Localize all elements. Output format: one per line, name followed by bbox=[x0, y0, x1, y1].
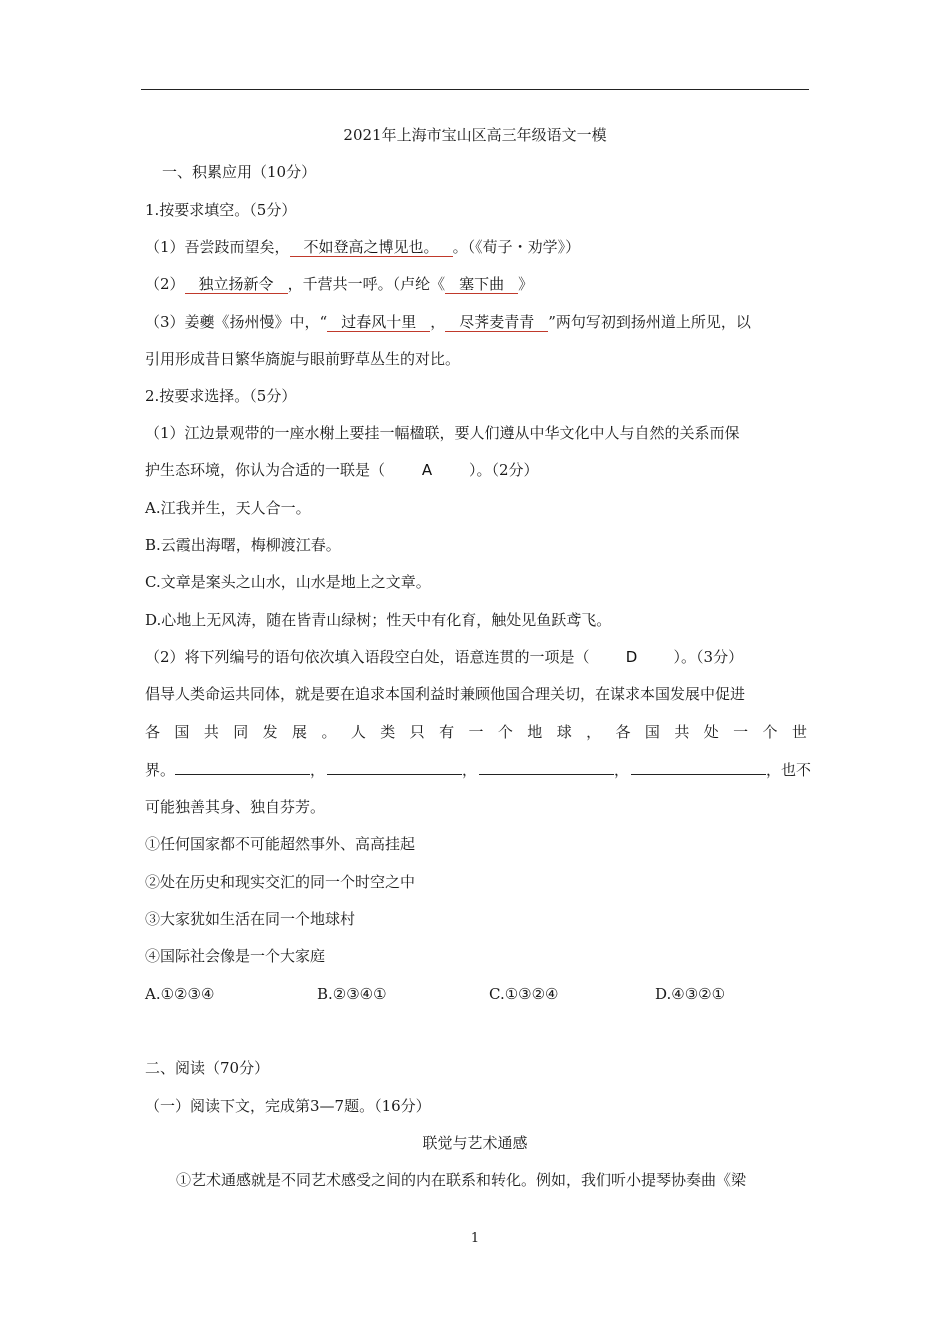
sentence-4: ④国际社会像是一个大家庭 bbox=[145, 947, 326, 965]
blank-4 bbox=[631, 760, 766, 775]
document-title: 2021年上海市宝山区高三年级语文一模 bbox=[343, 126, 607, 144]
q1-item1 bbox=[145, 237, 580, 257]
q1-item2-pre: （2） bbox=[145, 275, 185, 293]
passage-char: 共 bbox=[674, 723, 690, 741]
section2-heading: 二、阅读（70分） bbox=[145, 1059, 270, 1077]
passage-char: 。 bbox=[321, 723, 337, 741]
q1-item2-answer: 独立扬新令 bbox=[185, 275, 288, 294]
passage-char: 一 bbox=[733, 723, 749, 741]
sep-2: ， bbox=[462, 761, 478, 779]
passage-line2 bbox=[145, 722, 807, 742]
passage-char: 个 bbox=[497, 723, 513, 741]
passage-char: 国 bbox=[174, 723, 190, 741]
q2-stem: 2.按要求选择。（5分） bbox=[145, 387, 297, 405]
q2-option-b: B.云霞出海曙，梅柳渡江春。 bbox=[145, 536, 341, 554]
q1-item3-answer: 过春风十里 bbox=[327, 313, 430, 332]
passage-char: 同 bbox=[233, 723, 249, 741]
passage-char: 国 bbox=[644, 723, 660, 741]
q1-item3-answer2: 尽荠麦青青 bbox=[445, 313, 548, 332]
q1-stem: 1.按要求填空。（5分） bbox=[145, 201, 297, 219]
q2-item1-answer: A bbox=[421, 461, 433, 479]
passage-char: 个 bbox=[762, 723, 778, 741]
passage-char: 一 bbox=[468, 723, 484, 741]
passage-line3-start: 界。 bbox=[145, 761, 176, 779]
option2-c: C.①③②④ bbox=[489, 985, 559, 1003]
passage-line1: 倡导人类命运共同体，就是要在追求本国利益时兼顾他国合理关切，在谋求本国发展中促进 bbox=[145, 685, 746, 703]
q2-options2 bbox=[145, 984, 775, 1004]
q2-item2 bbox=[145, 647, 743, 667]
q1-item1-pre: （1）吾尝跂而望矣， bbox=[145, 238, 290, 256]
sentence-1: ①任何国家都不可能超然事外、高高挂起 bbox=[145, 835, 416, 853]
q2-item1-line2-pre: 护生态环境，你认为合适的一联是（ bbox=[145, 461, 386, 479]
q1-item3-pre: （3）姜夔《扬州慢》中，“ bbox=[145, 313, 328, 331]
passage-line4: 可能独善其身、独自芬芳。 bbox=[145, 798, 326, 816]
q1-item3-post: ”两句写初到扬州道上所见，以 bbox=[548, 313, 751, 331]
sep-3: ， bbox=[614, 761, 630, 779]
option2-a: A.①②③④ bbox=[145, 985, 215, 1003]
option2-d: D.④③②① bbox=[655, 985, 726, 1003]
q1-item3 bbox=[145, 312, 751, 332]
sentence-3: ③大家犹如生活在同一个地球村 bbox=[145, 910, 356, 928]
q1-item1-answer: 不如登高之博见也。 bbox=[290, 238, 453, 257]
passage-char: 发 bbox=[262, 723, 278, 741]
option2-b: B.②③④① bbox=[317, 985, 387, 1003]
passage-char: 类 bbox=[380, 723, 396, 741]
passage-line3 bbox=[145, 760, 811, 780]
q1-item2-mid: ，千营共一呼。（卢纶《 bbox=[287, 275, 446, 293]
q2-item2-pre: （2）将下列编号的语句依次填入语段空白处，语意连贯的一项是（ bbox=[145, 648, 590, 666]
q1-item1-post: 。（《荀子・劝学》） bbox=[452, 238, 581, 256]
q1-item2-post: 》 bbox=[518, 275, 534, 293]
passage-char: ， bbox=[586, 723, 602, 741]
blank-1 bbox=[175, 760, 310, 775]
passage-char: 处 bbox=[703, 723, 719, 741]
passage-char: 世 bbox=[791, 723, 807, 741]
blank-2 bbox=[327, 760, 462, 775]
q2-option-c: C.文章是案头之山水，山水是地上之文章。 bbox=[145, 573, 431, 591]
sentence-2: ②处在历史和现实交汇的同一个时空之中 bbox=[145, 873, 416, 891]
passage-char: 各 bbox=[615, 723, 631, 741]
passage-char: 共 bbox=[203, 723, 219, 741]
article-para1-line1: ①艺术通感就是不同艺术感受之间的内在联系和转化。例如，我们听小提琴协奏曲《梁 bbox=[176, 1171, 747, 1189]
q1-item2-answer2: 塞下曲 bbox=[445, 275, 518, 294]
section1-heading: 一、积累应用（10分） bbox=[162, 163, 317, 181]
q1-item3-mid: ， bbox=[430, 313, 446, 331]
sep-1: ， bbox=[310, 761, 326, 779]
q2-option-a: A.江我并生，天人合一。 bbox=[145, 499, 311, 517]
passage-char: 只 bbox=[409, 723, 425, 741]
q2-item2-answer: D bbox=[625, 648, 638, 666]
q1-item2 bbox=[145, 274, 533, 294]
q2-item1-line2 bbox=[145, 460, 539, 480]
article-title: 联觉与艺术通感 bbox=[422, 1134, 528, 1152]
passage-char: 各 bbox=[145, 723, 161, 741]
q2-item1-line2-post: ）。（2分） bbox=[469, 461, 539, 479]
section2-sub-heading: （一）阅读下文，完成第3—7题。（16分） bbox=[145, 1097, 431, 1115]
sep-4: ，也不 bbox=[766, 761, 812, 779]
q2-option-d: D.心地上无风涛，随在皆青山绿树；性天中有化育，触处见鱼跃鸢飞。 bbox=[145, 611, 612, 629]
blank-3 bbox=[479, 760, 614, 775]
q2-item1-line1: （1）江边景观带的一座水榭上要挂一幅楹联，要人们遵从中华文化中人与自然的关系而保 bbox=[145, 424, 740, 442]
passage-char: 地 bbox=[527, 723, 543, 741]
header-rule bbox=[141, 89, 809, 90]
passage-char: 有 bbox=[439, 723, 455, 741]
page-number: 1 bbox=[470, 1231, 480, 1246]
passage-char: 人 bbox=[350, 723, 366, 741]
passage-char: 展 bbox=[292, 723, 308, 741]
passage-char: 球 bbox=[556, 723, 572, 741]
q2-item2-post: ）。（3分） bbox=[673, 648, 744, 666]
q1-item3-cont: 引用形成昔日繁华旖旎与眼前野草丛生的对比。 bbox=[145, 350, 461, 368]
